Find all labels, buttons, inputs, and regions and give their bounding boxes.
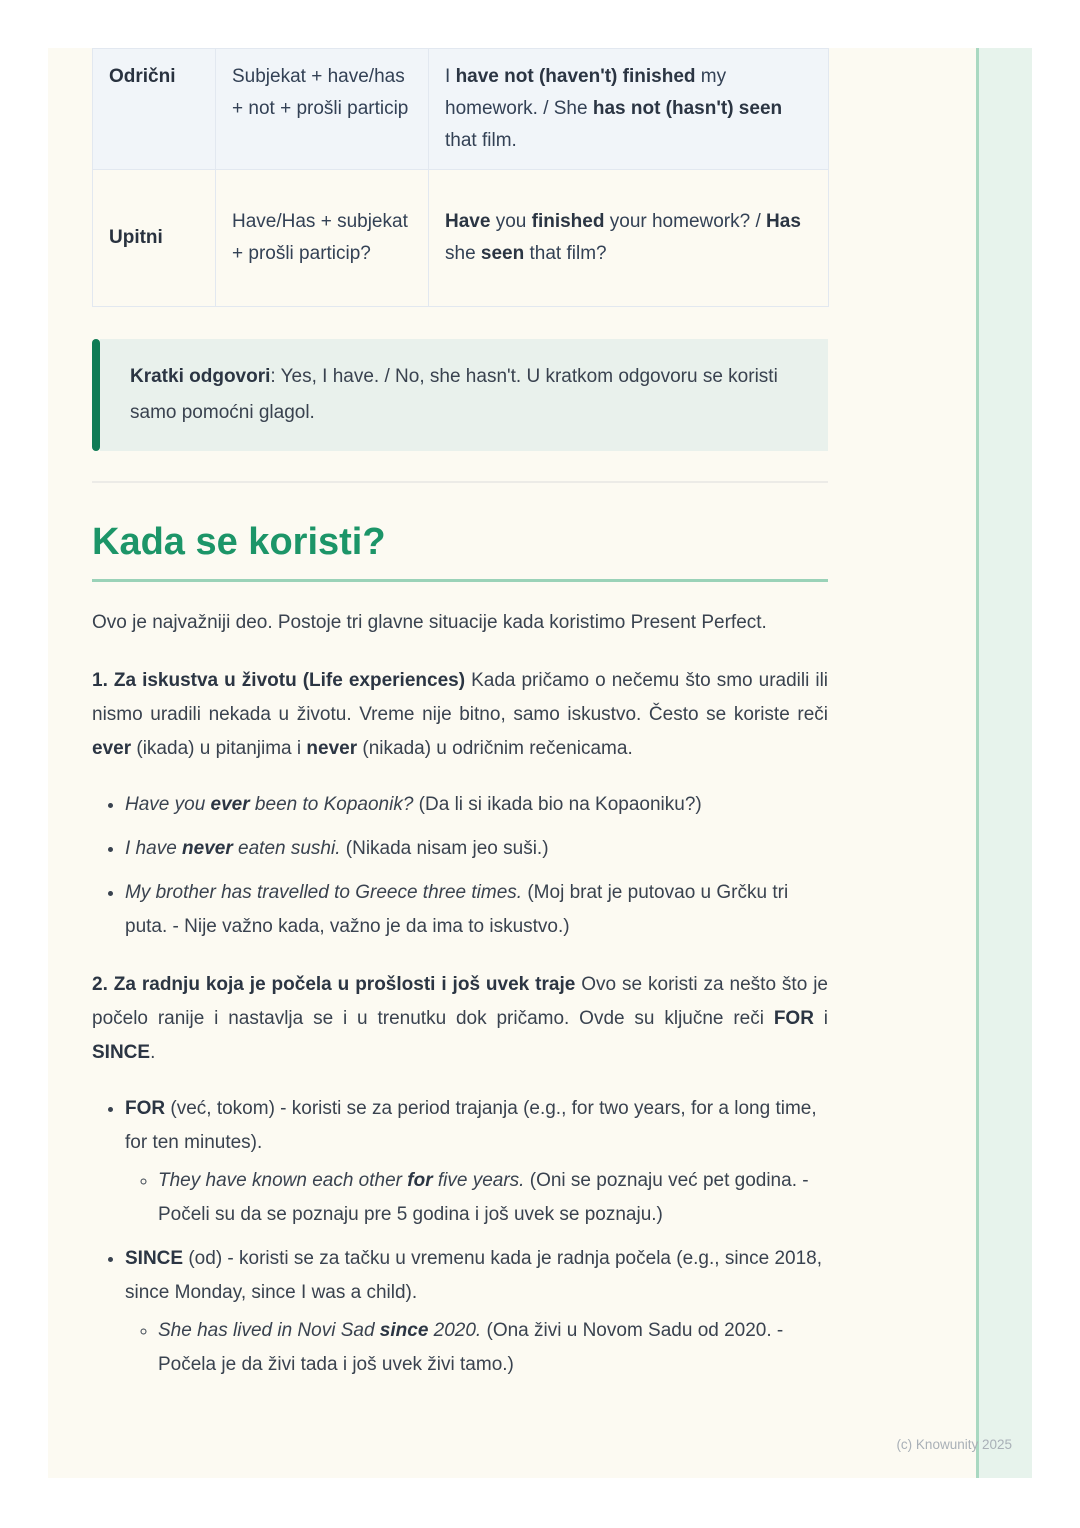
section-divider [92, 481, 828, 483]
side-accent-bar [976, 48, 1032, 1478]
experience-examples-list [92, 788, 825, 944]
grammar-forms-table [92, 48, 829, 307]
duration-paragraph: 2. Za radnju koja je počela u prošlosti i još uvek traje Ovo se koristi za nešto što je počelo ranije i nastavlja se i u trenutku dok pričamo. Ovde su ključne reči FOR i SINCE. [92, 974, 828, 1063]
page-content [92, 48, 828, 1382]
for-definition: FOR (već, tokom) - koristi se za period trajanja (e.g., for two years, for a long time, for ten minutes). [125, 1098, 817, 1153]
row-label-upitni: Upitni [93, 170, 216, 307]
table-row-negative [93, 49, 829, 170]
callout-text: Kratki odgovori: Yes, I have. / No, she hasn't. U kratkom odgovoru se koristi samo pomoćni glagol. [100, 339, 828, 451]
intro-paragraph: Ovo je najvažniji deo. Postoje tri glavne situacije kada koristimo Present Perfect. [92, 612, 767, 633]
since-definition: SINCE (od) - koristi se za tačku u vremenu kada je radnja počela (e.g., since 2018, since Monday, since I was a child). [125, 1248, 823, 1303]
list-item: ◦ They have known each other for five years. (Oni se poznaju već pet godina. - Počeli su da se poznaju pre 5 godina i još uvek se poznaju.) [158, 1164, 825, 1232]
example-cell-interrogative: Have you finished your homework? / Has she seen that film? [429, 170, 829, 307]
for-since-list [92, 1092, 825, 1382]
for-example-sublist [125, 1164, 825, 1232]
form-cell-interrogative: Have/Has + subjekat + prošli particip? [216, 170, 429, 307]
list-item: • Have you ever been to Kopaonik? (Da li si ikada bio na Kopaoniku?) [125, 788, 825, 822]
form-cell-negative: Subjekat + have/has + not + prošli particip [216, 49, 429, 170]
table-row-interrogative [93, 170, 829, 307]
list-item: ◦ She has lived in Novi Sad since 2020. (Ona živi u Novom Sadu od 2020. - Počela je da živi tada i još uvek živi tamo.) [158, 1314, 825, 1382]
list-item: • I have never eaten sushi. (Nikada nisam jeo suši.) [125, 832, 825, 866]
list-item: • My brother has travelled to Greece three times. (Moj brat je putovao u Grčku tri puta. - Nije važno kada, važno je da ima to iskustvo.) [125, 876, 825, 944]
section-heading: Kada se koristi? [92, 519, 828, 582]
row-label-odricni: Odrični [93, 49, 216, 170]
experiences-paragraph: 1. Za iskustva u životu (Life experiences) Kada pričamo o nečemu što smo uradili ili nismo uradili nekada u životu. Vreme nije bitno, samo iskustvo. Često se koriste reči ever (ikada) u pitanjima i never (nikada) u odričnim rečenicama. [92, 670, 829, 759]
copyright-note: (c) Knowunity 2025 [896, 1437, 1012, 1452]
list-item-since [125, 1242, 825, 1382]
callout-accent-bar [92, 339, 100, 451]
document-page [48, 48, 1032, 1478]
short-answers-callout [92, 339, 828, 451]
list-item-for [125, 1092, 825, 1232]
since-example-sublist [125, 1314, 825, 1382]
example-cell-negative: I have not (haven't) finished my homework. / She has not (hasn't) seen that film. [429, 49, 829, 170]
